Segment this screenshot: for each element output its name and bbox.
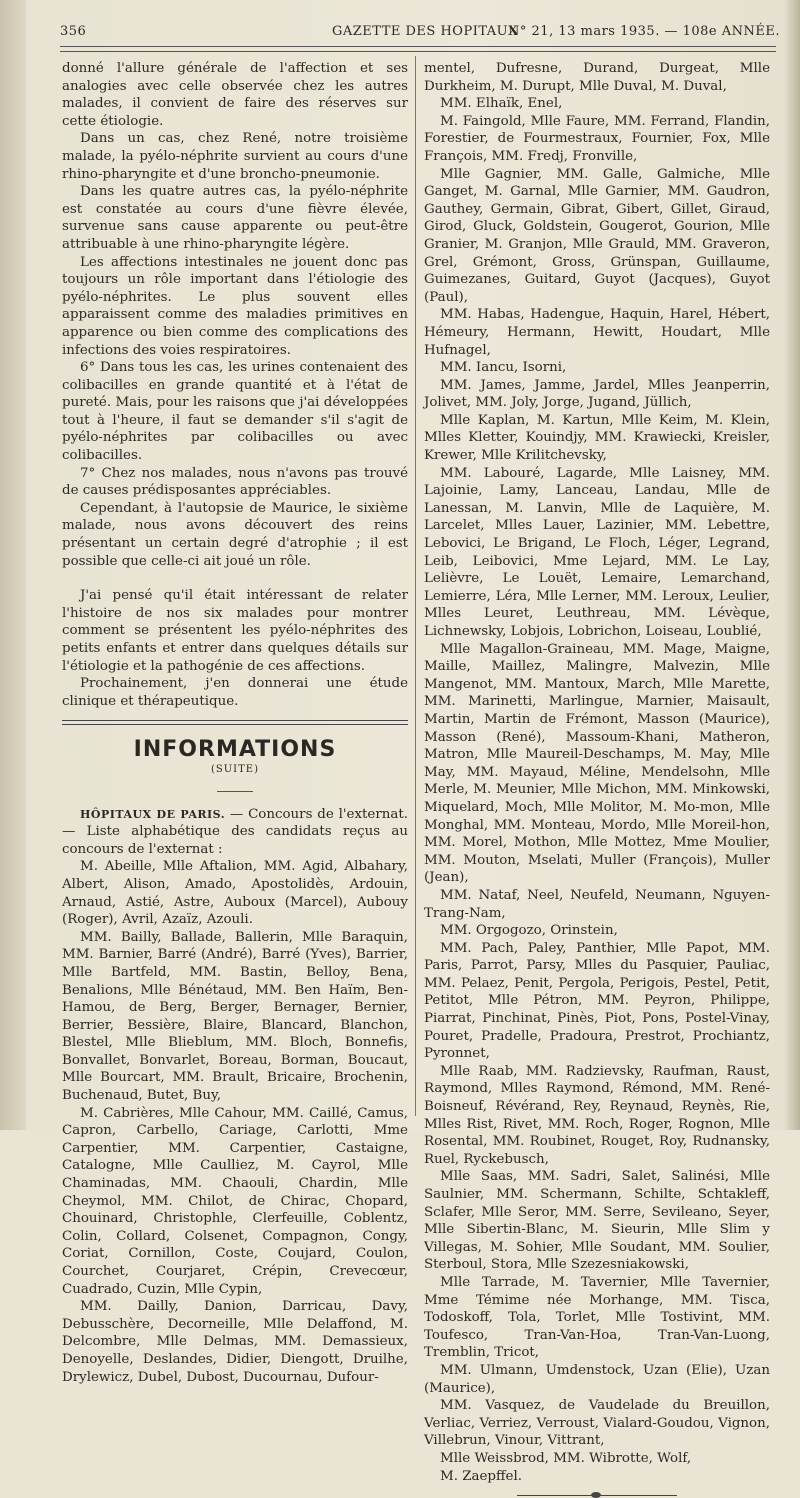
name-list-entry: MM. Elhaïk, Enel, <box>440 96 563 112</box>
name-list-entry: MM. Nataf, Neel, Neufeld, Neumann, Nguyen-Trang-Nam, <box>424 887 770 921</box>
journal-title: GAZETTE DES HOPITAUX <box>332 24 518 39</box>
paragraph: 7° Chez nos malades, nous n'avons pas trouvé de causes prédisposantes appréciables. <box>62 465 408 499</box>
paragraph: Dans un cas, chez René, notre troisième malade, la pyélo-néphrite survient au cours d'une rhino-pharyngite et d'une broncho-pneumonie. <box>62 131 408 182</box>
paragraph: Cependant, à l'autopsie de Maurice, le sixième malade, nous avons découvert des reins présentant un certain degré d'atrophie ; il est possible que celle-ci ait joué un rôle. <box>62 500 408 569</box>
name-list-entry: M. Cabrières, Mlle Cahour, MM. Caillé, Camus, Capron, Carbello, Cariage, Carlotti, Mme Carpentier, MM. Carpentier, Castaigne, Catalogne, Mlle Caulliez, M. Cayrol, Mlle Chaminadas, MM. Chaouli, Chardin, Mlle Cheymol, MM. Chilot, de Chirac, Chopard, Chouinard, Christophle, Clerfeuille, Coblentz, Colin, Collard, Colsenet, Compagnon, Congy, Coriat, Cornillon, Coste, Coujard, Coulon, Courchet, Courjaret, Crépin, Crevecœur, Cuadrado, Cuzin, Mlle Cypin, <box>62 1105 408 1297</box>
right-column <box>424 60 770 1496</box>
header-rule <box>60 46 776 52</box>
section-rule <box>62 720 408 725</box>
name-list-entry: MM. Pach, Paley, Panthier, Mlle Papot, MM. Paris, Parrot, Parsy, Mlles du Pasquier, Pauliac, MM. Pelaez, Penit, Pergola, Perigois, Pestel, Petit, Petitot, Mlle Pétron, MM. Peyron, Philippe, Piarrat, Pinchinat, Pinès, Piot, Pons, Postel-Vinay, Pouret, Pradelle, Pradoura, Prestrot, Prochiantz, Pyronnet, <box>424 940 770 1062</box>
column-divider <box>415 56 416 1116</box>
paragraph: Les affections intestinales ne jouent donc pas toujours un rôle important dans l'étiologie des pyélo-néphrites. Le plus souvent elles apparaissent comme des maladies primitives en apparence ou bien comme des complications des infections des voies respiratoires. <box>62 254 408 358</box>
announcement-lead: HÔPITAUX DE PARIS. <box>80 807 226 821</box>
name-list-entry: MM. Vasquez, de Vaudelade du Breuillon, Verliac, Verriez, Verroust, Vialard-Goudou, Vignon, Villebrun, Vinour, Vittrant, <box>424 1398 770 1449</box>
announcement <box>62 806 408 859</box>
name-list-entry: M. Zaepffel. <box>440 1468 522 1484</box>
name-list-entry: Mlle Raab, MM. Radzievsky, Raufman, Raust, Raymond, Mlles Raymond, Rémond, MM. René-Boisneuf, Révérand, Rey, Reynaud, Reynès, Rie, Mlles Rist, Rivet, MM. Roch, Roger, Rognon, Mlle Rosental, MM. Roubinet, Rouget, Roy, Rudnansky, Ruel, Ryckebusch, <box>424 1063 770 1167</box>
left-column <box>62 60 408 1386</box>
issue-info: N° 21, 13 mars 1935. — 108e ANNÉE. <box>508 24 780 39</box>
page-edge-right <box>784 0 800 1130</box>
section-title: INFORMATIONS <box>133 737 337 763</box>
name-list-entry: MM. James, Jamme, Jardel, Mlles Jeanperrin, Jolivet, MM. Joly, Jorge, Jugand, Jüllich, <box>424 377 770 411</box>
name-list-entry: M. Faingold, Mlle Faure, MM. Ferrand, Flandin, Forestier, de Fourmestraux, Fournier, Fox, Mlle François, MM. Fredj, Fronville, <box>424 113 770 164</box>
page-number: 356 <box>60 24 87 39</box>
name-list-entry: MM. Iancu, Isorni, <box>440 360 567 376</box>
announcement-text: — Concours de l'externat. — Liste alphabétique des candidats reçus au concours de l'externat : <box>62 806 408 857</box>
name-list-entry: Mlle Weissbrod, MM. Wibrotte, Wolf, <box>440 1450 692 1466</box>
name-list-entry: MM. Orgogozo, Orinstein, <box>440 923 618 939</box>
name-list-entry: Mlle Kaplan, M. Kartun, Mlle Keim, M. Klein, Mlles Kletter, Kouindjy, MM. Krawiecki, Kreisler, Krewer, Mlle Krilitchevsky, <box>424 412 770 464</box>
paragraph: Prochainement, j'en donnerai une étude clinique et thérapeutique. <box>62 676 408 709</box>
page-header <box>60 22 780 42</box>
spacer <box>62 570 408 587</box>
name-list-entry: MM. Habas, Hadengue, Haquin, Harel, Hébert, Hémeury, Hermann, Hewitt, Houdart, Mlle Hufnagel, <box>424 307 770 358</box>
paragraph: Dans les quatre autres cas, la pyélo-néphrite est constatée au cours d'une fièvre élevée, survenue sans cause apparente ou peut-être attribuable à une rhino-pharyngite légère. <box>62 184 408 252</box>
paragraph: donné l'allure générale de l'affection et ses analogies avec celle observée chez les autres malades, il convient de faire des réserves sur cette étiologie. <box>62 61 408 129</box>
name-list-entry: MM. Dailly, Danion, Darricau, Davy, Debusschère, Decorneille, Mlle Delaffond, M. Delcombre, Mlle Delmas, MM. Demassieux, Denoyelle, Deslandes, Didier, Diengott, Druilhe, Drylewicz, Dubel, Dubost, Ducournau, Dufour- <box>62 1299 408 1385</box>
name-list-entry: MM. Labouré, Lagarde, Mlle Laisney, MM. Lajoinie, Lamy, Lanceau, Landau, Mlle de Lanessan, M. Lanvin, Mlle de Laquière, M. Larcelet, Mlles Lauer, Lazinier, MM. Lebettre, Lebovici, Le Brigand, Le Floch, Léger, Legrand, Leib, Leibovici, Mme Lejard, MM. Le Lay, Lelièvre, Le Louët, Lemaire, Lemarchand, Lemierre, Léra, Mlle Lerner, MM. Leroux, Leulier, Mlles Leuret, Leuthreau, MM. Lévèque, Lichnewsky, Lobjois, Lobrichon, Loiseau, Loublié, <box>424 465 770 639</box>
paragraph: J'ai pensé qu'il était intéressant de relater l'histoire de nos six malades pour montrer comment se présentent les pyélo-néphrites des petits enfants et entrer dans quelques détails sur l'étiologie et la pathogénie de ces affections. <box>62 588 408 674</box>
name-list-entry: Mlle Gagnier, MM. Galle, Galmiche, Mlle Ganget, M. Garnal, Mlle Garnier, MM. Gaudron, Gauthey, Germain, Gibrat, Gibert, Gillet, Giraud, Girod, Gluck, Goldstein, Gougerot, Gourion, Mlle Granier, M. Granjon, Mlle Grauld, MM. Graveron, Grel, Grémont, Gross, Grünspan, Guillaume, Guimezanes, Guitard, Guyot (Jacques), Guyot (Paul), <box>424 166 770 305</box>
page-edge-left <box>0 0 26 1130</box>
end-ornament <box>517 1495 677 1496</box>
ornament-dot <box>591 1492 601 1498</box>
name-list-entry: Mlle Saas, MM. Sadri, Salet, Salinési, Mlle Saulnier, MM. Schermann, Schilte, Schtakleff, Sclafer, Mlle Seror, MM. Serre, Sevileano, Seyer, Mlle Sibertin-Blanc, M. Sieurin, Mlle Slim y Villegas, M. Sohier, Mlle Soudant, MM. Soulier, Sterboul, Stora, Mlle Szezesniakowski, <box>424 1169 770 1273</box>
name-list-entry: mentel, Dufresne, Durand, Durgeat, Mlle Durkheim, M. Durupt, Mlle Duval, M. Duval, <box>424 61 770 94</box>
section-subtitle: (SUITE) <box>210 763 259 775</box>
name-list-entry: Mlle Tarrade, M. Tavernier, Mlle Tavernier, Mme Témime née Morhange, MM. Tisca, Todoskoff, Tola, Torlet, Mlle Tostivint, MM. Toufesco, Tran-Van-Hoa, Tran-Van-Luong, Tremblin, Tricot, <box>424 1274 770 1361</box>
name-list-entry: MM. Ulmann, Umdenstock, Uzan (Elie), Uzan (Maurice), <box>424 1362 770 1396</box>
title-rule <box>217 791 253 792</box>
name-list-entry: Mlle Magallon-Graineau, MM. Mage, Maigne, Maille, Maillez, Malingre, Malvezin, Mlle Mangenot, MM. Mantoux, March, Mlle Marette, MM. Marinetti, Marlingue, Marnier, Maisault, Martin, Martin de Frémont, Masson (Maurice), Masson (René), Massoum-Khani, Matheron, Matron, Mlle Maureil-Deschamps, M. May, Mlle May, MM. Mayaud, Méline, Mendelsohn, Mlle Merle, M. Meunier, Mlle Michon, MM. Minkowski, Miquelard, Moch, Mlle Molitor, M. Mo-mon, Mlle Monghal, MM. Monteau, Mordo, Mlle Moreil-hon, MM. Morel, Mothon, Mlle Mottez, Mme Moulier, MM. Mouton, Mselati, Muller (François), Muller (Jean), <box>424 641 770 886</box>
name-list-entry: MM. Bailly, Ballade, Ballerin, Mlle Baraquin, MM. Barnier, Barré (André), Barré (Yves), Barrier, Mlle Bartfeld, MM. Bastin, Belloy, Bena, Benalions, Mlle Bénétaud, MM. Ben Haïm, Ben-Hamou, de Berg, Berger, Bernager, Bernier, Berrier, Bessière, Blaire, Blancard, Blanchon, Blestel, Mlle Blieblum, MM. Bloch, Bonnefis, Bonvallet, Bonvarlet, Boreau, Borman, Boucaut, Mlle Bourcart, MM. Brault, Bricaire, Brochenin, Buchenaud, Butet, Buy, <box>62 929 408 1104</box>
name-list-entry: M. Abeille, Mlle Aftalion, MM. Agid, Albahary, Albert, Alison, Amado, Apostolidès, Ardouin, Arnaud, Astié, Astre, Auboux (Marcel), Aubouy (Roger), Avril, Azaïz, Azouli. <box>62 859 408 928</box>
paragraph: 6° Dans tous les cas, les urines contenaient des colibacilles en grande quantité et à l'état de pureté. Mais, pour les raisons que j'ai développées tout à l'heure, il faut se demander s'il s'agit de pyélo-néphrites par colibacilles ou avec colibacilles. <box>62 360 408 464</box>
